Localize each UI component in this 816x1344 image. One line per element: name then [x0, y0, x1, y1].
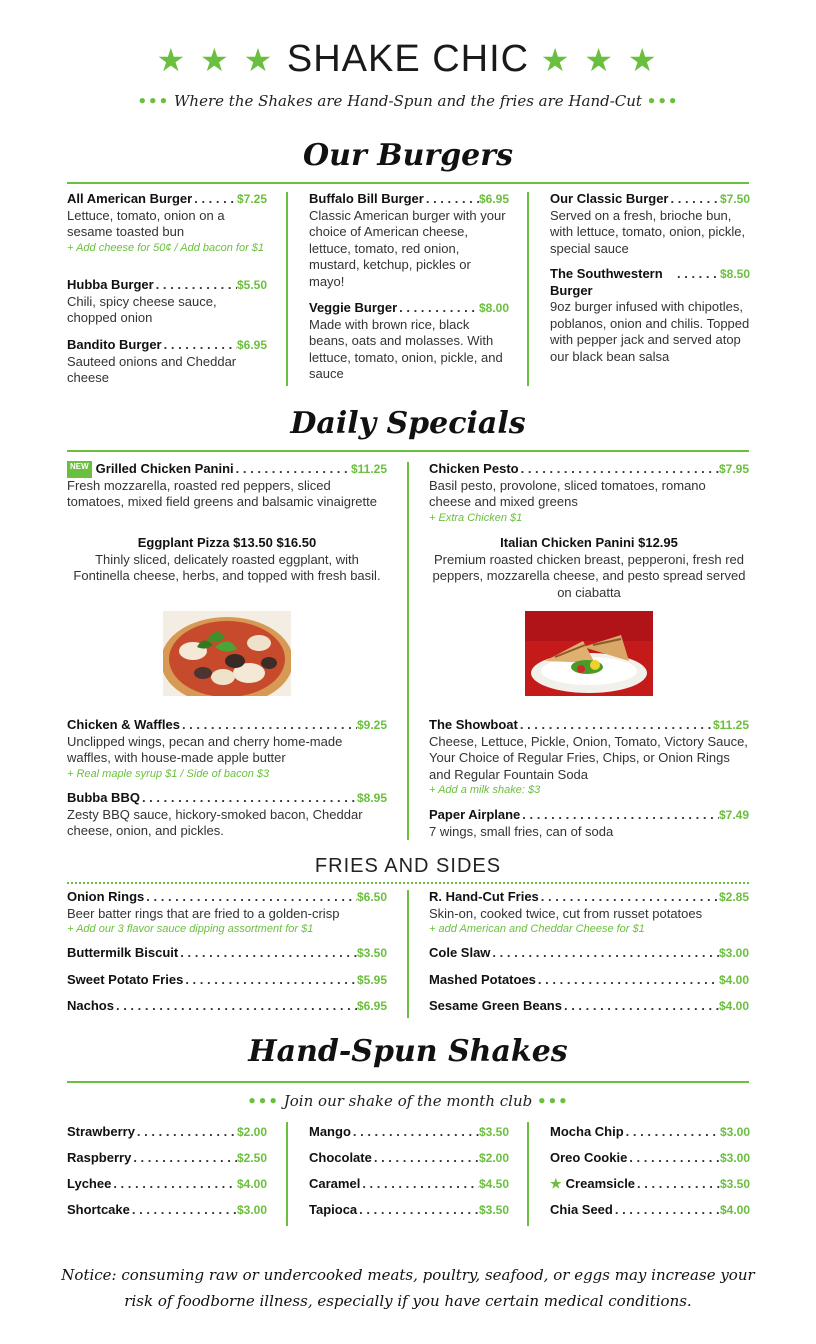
item-name: Eggplant Pizza $13.50 $16.50 [137, 535, 317, 550]
item-name: The Showboat [429, 717, 518, 732]
menu-item [550, 266, 750, 365]
item-addon: + Add a milk shake: $3 [429, 784, 541, 796]
item-price: $5.95 [356, 973, 387, 987]
item-price: $2.00 [478, 1151, 509, 1165]
item-price: $2.85 [718, 890, 749, 904]
dots-icon: ••• [137, 92, 170, 110]
featured-item [67, 535, 387, 585]
new-badge: NEW [67, 461, 92, 478]
health-notice: Notice: consuming raw or undercooked meats, poultry, seafood, or eggs may increase your risk of foodborne illness, especially if you have certain medical conditions. [61, 1266, 755, 1310]
item-name: Caramel [309, 1176, 361, 1191]
item-price: $4.00 [718, 999, 749, 1013]
item-name: Our Classic Burger [550, 191, 669, 206]
item-name: Mango [309, 1124, 351, 1139]
item-price: $5.50 [236, 278, 267, 292]
item-name: Creamsicle [565, 1176, 636, 1191]
menu-item [429, 461, 749, 525]
shake-item [67, 1150, 267, 1167]
menu-item [429, 945, 749, 962]
item-price: $11.25 [712, 718, 749, 732]
shake-item [309, 1150, 509, 1167]
item-price: $2.00 [236, 1125, 267, 1139]
item-price: $4.00 [718, 973, 749, 987]
item-name: Strawberry [67, 1124, 135, 1139]
star-icon: ★ [550, 1176, 562, 1191]
shake-item [67, 1176, 267, 1193]
menu-title [0, 38, 816, 81]
item-description: Unclipped wings, pecan and cherry home-made waffles, with house-made apple butter [67, 733, 343, 765]
menu-item [429, 807, 749, 840]
dots-icon: ••• [537, 1092, 569, 1110]
item-name: Mocha Chip [550, 1124, 624, 1139]
menu-item [309, 300, 509, 383]
item-description: Sauteed onions and Cheddar cheese [67, 353, 237, 385]
star-icon: ★ ★ ★ [156, 42, 276, 78]
item-price: $9.25 [356, 718, 387, 732]
item-description: Premium roasted chicken breast, pepperoni, fresh red peppers, mozzarella cheese, and pesto spread served on ciabatta [432, 551, 746, 600]
item-name: Buttermilk Biscuit [67, 945, 179, 960]
item-description: Skin-on, cooked twice, cut from russet potatoes [429, 905, 703, 921]
item-addon: + Extra Chicken $1 [429, 511, 523, 524]
item-price: $4.00 [236, 1177, 267, 1191]
item-name: Shortcake [67, 1202, 130, 1217]
item-price: $3.00 [719, 1151, 750, 1165]
menu-item [67, 461, 387, 511]
item-price: $3.50 [478, 1203, 509, 1217]
menu-item [67, 191, 267, 255]
item-name: Bubba BBQ [67, 790, 140, 805]
menu-item [67, 337, 267, 387]
item-name: Sesame Green Beans [429, 998, 562, 1013]
shake-item [550, 1150, 750, 1167]
item-addon: + Add cheese for 50¢ / Add bacon for $1 [67, 241, 265, 254]
item-description: Basil pesto, provolone, sliced tomatoes, romano cheese and mixed greens [429, 477, 706, 509]
column-divider [407, 462, 409, 840]
item-addon: + Add our 3 flavor sauce dipping assortment for $1 [67, 923, 314, 935]
item-price: $11.25 [350, 462, 387, 476]
menu-item [67, 277, 267, 327]
column-divider [407, 890, 409, 1018]
item-name: Paper Airplane [429, 807, 521, 822]
item-name: Onion Rings [67, 889, 145, 904]
item-price: $7.50 [719, 192, 750, 206]
item-name: Mashed Potatoes [429, 972, 536, 987]
shake-item [309, 1202, 509, 1219]
column-divider [286, 1122, 288, 1226]
item-price: $2.50 [236, 1151, 267, 1165]
item-price: $6.95 [236, 338, 267, 352]
item-name: Buffalo Bill Burger [309, 191, 424, 206]
item-name: Sweet Potato Fries [67, 972, 184, 987]
item-addon: + Real maple syrup $1 / Side of bacon $3 [67, 767, 270, 780]
item-price: $3.50 [719, 1177, 750, 1191]
shake-item [309, 1124, 509, 1141]
item-name: Bandito Burger [67, 337, 162, 352]
column-divider [286, 192, 288, 386]
item-name: Chicken Pesto [429, 461, 519, 476]
item-price: $4.50 [478, 1177, 509, 1191]
restaurant-name: SHAKE CHIC [286, 38, 530, 80]
item-description: Lettuce, tomato, onion on a sesame toasted bun [67, 207, 225, 239]
dots-icon: ••• [646, 92, 679, 110]
club-text: Join our shake of the month club [283, 1092, 533, 1110]
column-divider [527, 192, 529, 386]
section-title-burgers: Our Burgers [303, 138, 513, 173]
item-price: $3.50 [356, 946, 387, 960]
item-description: Chili, spicy cheese sauce, chopped onion [67, 293, 217, 325]
featured-item [429, 535, 749, 601]
tagline [0, 92, 816, 110]
item-description: 7 wings, small fries, can of soda [429, 823, 614, 839]
item-name: Oreo Cookie [550, 1150, 628, 1165]
shake-item [67, 1124, 267, 1141]
shake-item [67, 1202, 267, 1219]
item-price: $7.25 [236, 192, 267, 206]
item-price: $4.00 [719, 1203, 750, 1217]
star-icon: ★ ★ ★ [540, 42, 660, 78]
section-title-fries: FRIES AND SIDES [314, 855, 502, 877]
item-price: $7.95 [718, 462, 749, 476]
menu-item [429, 972, 749, 989]
item-name: All American Burger [67, 191, 193, 206]
shake-item [550, 1124, 750, 1141]
shake-item [550, 1176, 750, 1193]
item-price: $3.00 [236, 1203, 267, 1217]
menu-item [67, 998, 387, 1015]
item-name: Grilled Chicken Panini [95, 461, 234, 476]
dots-icon: ••• [247, 1092, 279, 1110]
menu-item [550, 191, 750, 257]
item-price: $8.95 [356, 791, 387, 805]
item-description: Thinly sliced, delicately roasted eggplant, with Fontinella cheese, herbs, and topped with fresh basil. [73, 551, 381, 583]
item-name: Italian Chicken Panini $12.95 [500, 535, 678, 550]
column-divider [527, 1122, 529, 1226]
divider [67, 1081, 749, 1083]
item-price: $3.50 [478, 1125, 509, 1139]
item-name: Nachos [67, 998, 114, 1013]
item-description: Fresh mozzarella, roasted red peppers, sliced tomatoes, mixed field greens and balsamic vinaigrette [67, 477, 377, 509]
item-name: Chocolate [309, 1150, 372, 1165]
dotted-divider [67, 882, 749, 884]
item-description: Beer batter rings that are fried to a golden-crisp [67, 905, 340, 921]
menu-item [67, 790, 387, 840]
shake-item [309, 1176, 509, 1193]
menu-item [309, 191, 509, 290]
item-name: Veggie Burger [309, 300, 398, 315]
item-price: $3.00 [718, 946, 749, 960]
item-addon: + add American and Cheddar Cheese for $1 [429, 923, 645, 935]
divider [67, 182, 749, 184]
item-price: $6.50 [356, 890, 387, 904]
item-name: Chicken & Waffles [67, 717, 180, 732]
item-description: 9oz burger infused with chipotles, poblanos, onion and chilis. Topped with pepper jack and served atop our black bean salsa [550, 299, 750, 364]
item-price: $6.95 [478, 192, 509, 206]
divider [67, 450, 749, 452]
item-description: Classic American burger with your choice of American cheese, lettuce, tomato, red onion, mustard, ketchup, pickles or mayo! [309, 207, 506, 289]
menu-item [429, 717, 749, 797]
item-name: Raspberry [67, 1150, 132, 1165]
menu-item [429, 889, 749, 936]
item-price: $3.00 [719, 1125, 750, 1139]
item-name: The Southwestern Burger [550, 266, 663, 298]
menu-item [67, 717, 387, 781]
item-name: Cole Slaw [429, 945, 491, 960]
item-description: Zesty BBQ sauce, hickory-smoked bacon, Cheddar cheese, onion, and pickles. [67, 806, 363, 838]
item-name: Hubba Burger [67, 277, 154, 292]
item-name: Chia Seed [550, 1202, 613, 1217]
item-price: $7.49 [718, 808, 749, 822]
item-name: Lychee [67, 1176, 112, 1191]
menu-item [67, 889, 387, 936]
shake-item [550, 1202, 750, 1219]
item-price: $8.50 [719, 267, 750, 281]
tagline-text: Where the Shakes are Hand-Spun and the fries are Hand-Cut [174, 92, 642, 110]
item-description: Made with brown rice, black beans, oats and molasses. With lettuce, tomato, onion, pickle, and sauce [309, 316, 503, 381]
menu-item [67, 972, 387, 989]
menu-item [67, 945, 387, 962]
item-description: Served on a fresh, brioche bun, with lettuce, tomato, onion, pickle, special sauce [550, 207, 746, 256]
item-price: $6.95 [356, 999, 387, 1013]
item-price: $8.00 [478, 301, 509, 315]
section-title-specials: Daily Specials [290, 406, 526, 441]
eggplant-pizza-image [163, 611, 291, 696]
item-description: Cheese, Lettuce, Pickle, Onion, Tomato, Victory Sauce, Your Choice of Regular Fries, Chips, or Onion Rings and Regular Fountain Soda [429, 733, 748, 782]
shake-club-tagline [0, 1092, 816, 1110]
menu-item [429, 998, 749, 1015]
item-name: Tapioca [309, 1202, 358, 1217]
chicken-panini-image [525, 611, 653, 696]
item-name: R. Hand-Cut Fries [429, 889, 539, 904]
section-title-shakes: Hand-Spun Shakes [248, 1034, 568, 1069]
